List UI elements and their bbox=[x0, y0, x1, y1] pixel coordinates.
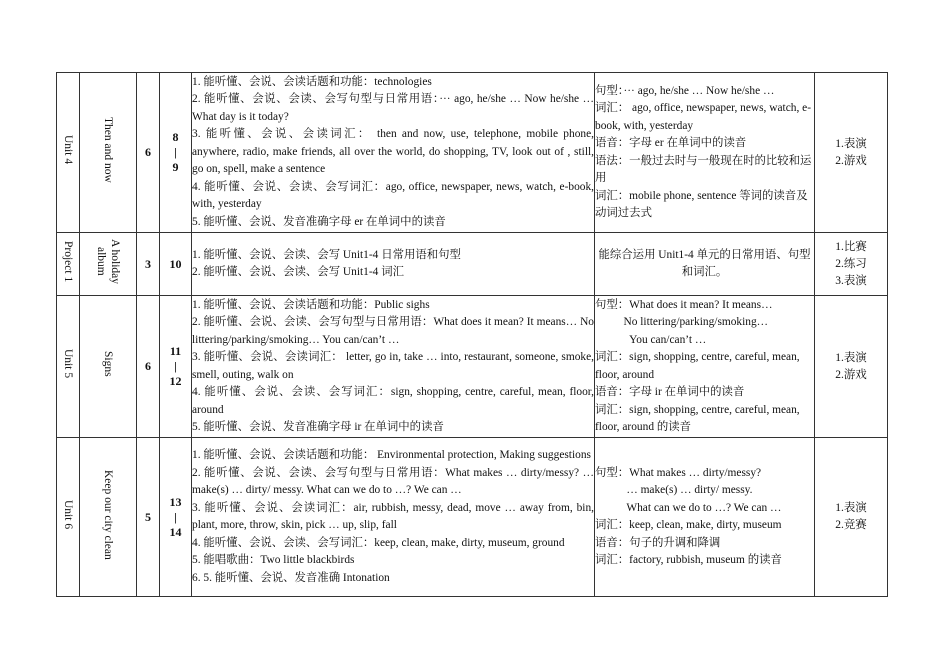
focus-item: 词汇： ago, office, newspaper, news, watch, e-book, with, yesterday bbox=[595, 102, 811, 132]
goal-item: 5. 能唱歌曲：Two little blackbirds bbox=[192, 554, 355, 566]
focus-item: 语音：句子的升调和降调 bbox=[595, 536, 721, 549]
table-row bbox=[57, 438, 888, 597]
activity-item: 2.游戏 bbox=[835, 368, 867, 381]
hours-cell: 6 bbox=[137, 73, 160, 233]
goal-item: 4. 能听懂、会说、会读、会写词汇：keep, clean, make, dirty, museum, ground bbox=[192, 536, 565, 549]
topic-label: Then and now bbox=[102, 117, 114, 183]
focus-item: 词汇：keep, clean, make, dirty, museum bbox=[595, 519, 782, 531]
topic-cell bbox=[80, 296, 137, 438]
period-to: 12 bbox=[169, 374, 182, 388]
goal-item: 1. 能听懂、会说、会读话题和功能： Environmental protection, Making suggestions bbox=[192, 449, 591, 461]
period-from: 8 bbox=[172, 130, 179, 144]
hours-cell: 3 bbox=[137, 233, 160, 296]
unit-cell bbox=[57, 73, 80, 233]
focus-item: 语法：一般过去时与一般现在时的比较和运用 bbox=[595, 154, 812, 184]
focus-cell bbox=[595, 438, 815, 597]
period-range bbox=[170, 495, 182, 540]
focus-item: 语音：字母 ir 在单词中的读音 bbox=[595, 386, 745, 398]
unit-label: Unit 5 bbox=[62, 349, 74, 379]
unit-label: Unit 4 bbox=[62, 135, 74, 165]
goal-item: 3. 能听懂、会说、会读词汇： letter, go in, take … into, restaurant, someone, smoke, smell, outing, walk on bbox=[192, 351, 594, 381]
activity-item: 1.表演 bbox=[835, 502, 867, 514]
activity-item: 2.竞赛 bbox=[835, 519, 867, 531]
period-from: 11 bbox=[169, 344, 182, 358]
activity-item: 2.游戏 bbox=[835, 154, 867, 167]
goals-cell bbox=[192, 438, 595, 597]
activities-cell bbox=[815, 296, 888, 438]
goal-item: 1. 能听懂、会说、会读话题和功能：Public sighs bbox=[192, 298, 430, 311]
period-cell bbox=[160, 296, 192, 438]
focus-item: 句型：··· ago, he/she … Now he/she … bbox=[595, 84, 775, 97]
topic-cell bbox=[80, 73, 137, 233]
period-to: 9 bbox=[172, 160, 179, 174]
period-from: 13 bbox=[169, 494, 182, 509]
activity-item: 3.表演 bbox=[835, 274, 867, 287]
activity-item: 1.表演 bbox=[835, 137, 867, 150]
period-range bbox=[173, 130, 179, 175]
activities-cell bbox=[815, 438, 888, 597]
goal-item: 5. 能听懂、会说、发音准确字母 er 在单词中的读音 bbox=[192, 215, 446, 228]
topic-label: A holiday album bbox=[95, 238, 121, 285]
goal-item: 1. 能听懂、会说、会读话题和功能：technologies bbox=[192, 75, 432, 88]
table-row bbox=[57, 233, 888, 296]
unit-label: Project 1 bbox=[62, 240, 74, 283]
focus-cell bbox=[595, 73, 815, 233]
focus-item: 词汇：sign, shopping, centre, careful, mean, floor, around bbox=[595, 351, 803, 381]
goals-cell bbox=[192, 73, 595, 233]
period-to: 14 bbox=[169, 524, 182, 539]
topic-cell bbox=[80, 438, 137, 597]
goal-item: 2. 能听懂、会说、会读、会写句型与日常用语：··· ago, he/she … Now he/she … What day is it today? bbox=[192, 93, 594, 123]
focus-item: 语音：字母 er 在单词中的读音 bbox=[595, 137, 747, 149]
goal-item: 1. 能听懂、会说、会读、会写 Unit1-4 日常用语和句型 bbox=[192, 248, 461, 261]
focus-item: 句型：What does it mean? It means… bbox=[595, 298, 773, 311]
goals-cell bbox=[192, 233, 595, 296]
goal-item: 3. 能听懂、会说、会读词汇： then and now, use, telephone, mobile phone, anywhere, radio, make friends, all over the world, do shopping, TV, look out of , still, go on, spell, make a sentence bbox=[192, 128, 594, 176]
goal-item: 4. 能听懂、会说、会读、会写词汇：ago, office, newspaper, news, watch, e-book, with, yesterday bbox=[192, 180, 594, 211]
goal-item: 3. 能听懂、会说、会读词汇：air, rubbish, messy, dead, move … away from, bin, plant, more, throw, skin, pick … up, slip, fall bbox=[192, 501, 594, 531]
period-separator: | bbox=[174, 145, 177, 159]
period-cell: 10 bbox=[160, 233, 192, 296]
activity-item: 1.比赛 bbox=[835, 240, 867, 253]
focus-cell bbox=[595, 233, 815, 296]
focus-item: 词汇：sign, shopping, centre, careful, mean, floor, around 的读音 bbox=[595, 403, 803, 433]
focus-item: 词汇：mobile phone, sentence 等词的读音及动词过去式 bbox=[595, 189, 808, 219]
activities-cell bbox=[815, 233, 888, 296]
focus-item: What can we do to …? We can … bbox=[595, 501, 782, 514]
activity-item: 2.练习 bbox=[835, 257, 867, 270]
focus-item: No littering/parking/smoking… bbox=[595, 316, 769, 328]
activity-item: 1.表演 bbox=[835, 351, 867, 364]
goals-cell bbox=[192, 296, 595, 438]
period-separator: | bbox=[174, 359, 177, 373]
period-separator: | bbox=[174, 509, 177, 524]
period-range bbox=[170, 344, 182, 389]
goal-item: 2. 能听懂、会说、会读、会写 Unit1-4 词汇 bbox=[192, 266, 404, 278]
unit-label: Unit 6 bbox=[62, 499, 74, 530]
period-cell bbox=[160, 73, 192, 233]
unit-cell bbox=[57, 233, 80, 296]
focus-item: 句型：What makes … dirty/messy? bbox=[595, 466, 762, 479]
goal-item: 2. 能听懂、会说、会读、会写句型与日常用语：What does it mean? It means… No littering/parking/smoking… You can/can’t … bbox=[192, 316, 594, 346]
goal-item: 4. 能听懂、会说、会读、会写词汇：sign, shopping, centre, careful, mean, floor, around bbox=[192, 386, 594, 416]
period-cell bbox=[160, 438, 192, 597]
hours-cell: 6 bbox=[137, 296, 160, 438]
goal-item: 2. 能听懂、会说、会读、会写句型与日常用语：What makes … dirty/messy? … make(s) … dirty/ messy. What can we do to …? We can … bbox=[192, 466, 594, 496]
table-row bbox=[57, 296, 888, 438]
topic-cell bbox=[80, 233, 137, 296]
goal-item: 6. 5. 能听懂、会说、发音准确 Intonation bbox=[192, 571, 390, 584]
teaching-plan-table bbox=[56, 72, 888, 597]
unit-cell bbox=[57, 296, 80, 438]
focus-item: … make(s) … dirty/ messy. bbox=[595, 484, 753, 496]
table-row bbox=[57, 73, 888, 233]
focus-item: You can/can’t … bbox=[595, 333, 707, 346]
goal-item: 5. 能听懂、会说、发音准确字母 ir 在单词中的读音 bbox=[192, 421, 444, 433]
hours-cell: 5 bbox=[137, 438, 160, 597]
unit-cell bbox=[57, 438, 80, 597]
topic-label: Signs bbox=[102, 351, 114, 377]
focus-item: 词汇：factory, rubbish, museum 的读音 bbox=[595, 554, 782, 566]
focus-item: 能综合运用 Unit1-4 单元的日常用语、句型和词汇。 bbox=[598, 248, 811, 278]
topic-label: Keep our city clean bbox=[102, 469, 114, 560]
activities-cell bbox=[815, 73, 888, 233]
focus-cell bbox=[595, 296, 815, 438]
